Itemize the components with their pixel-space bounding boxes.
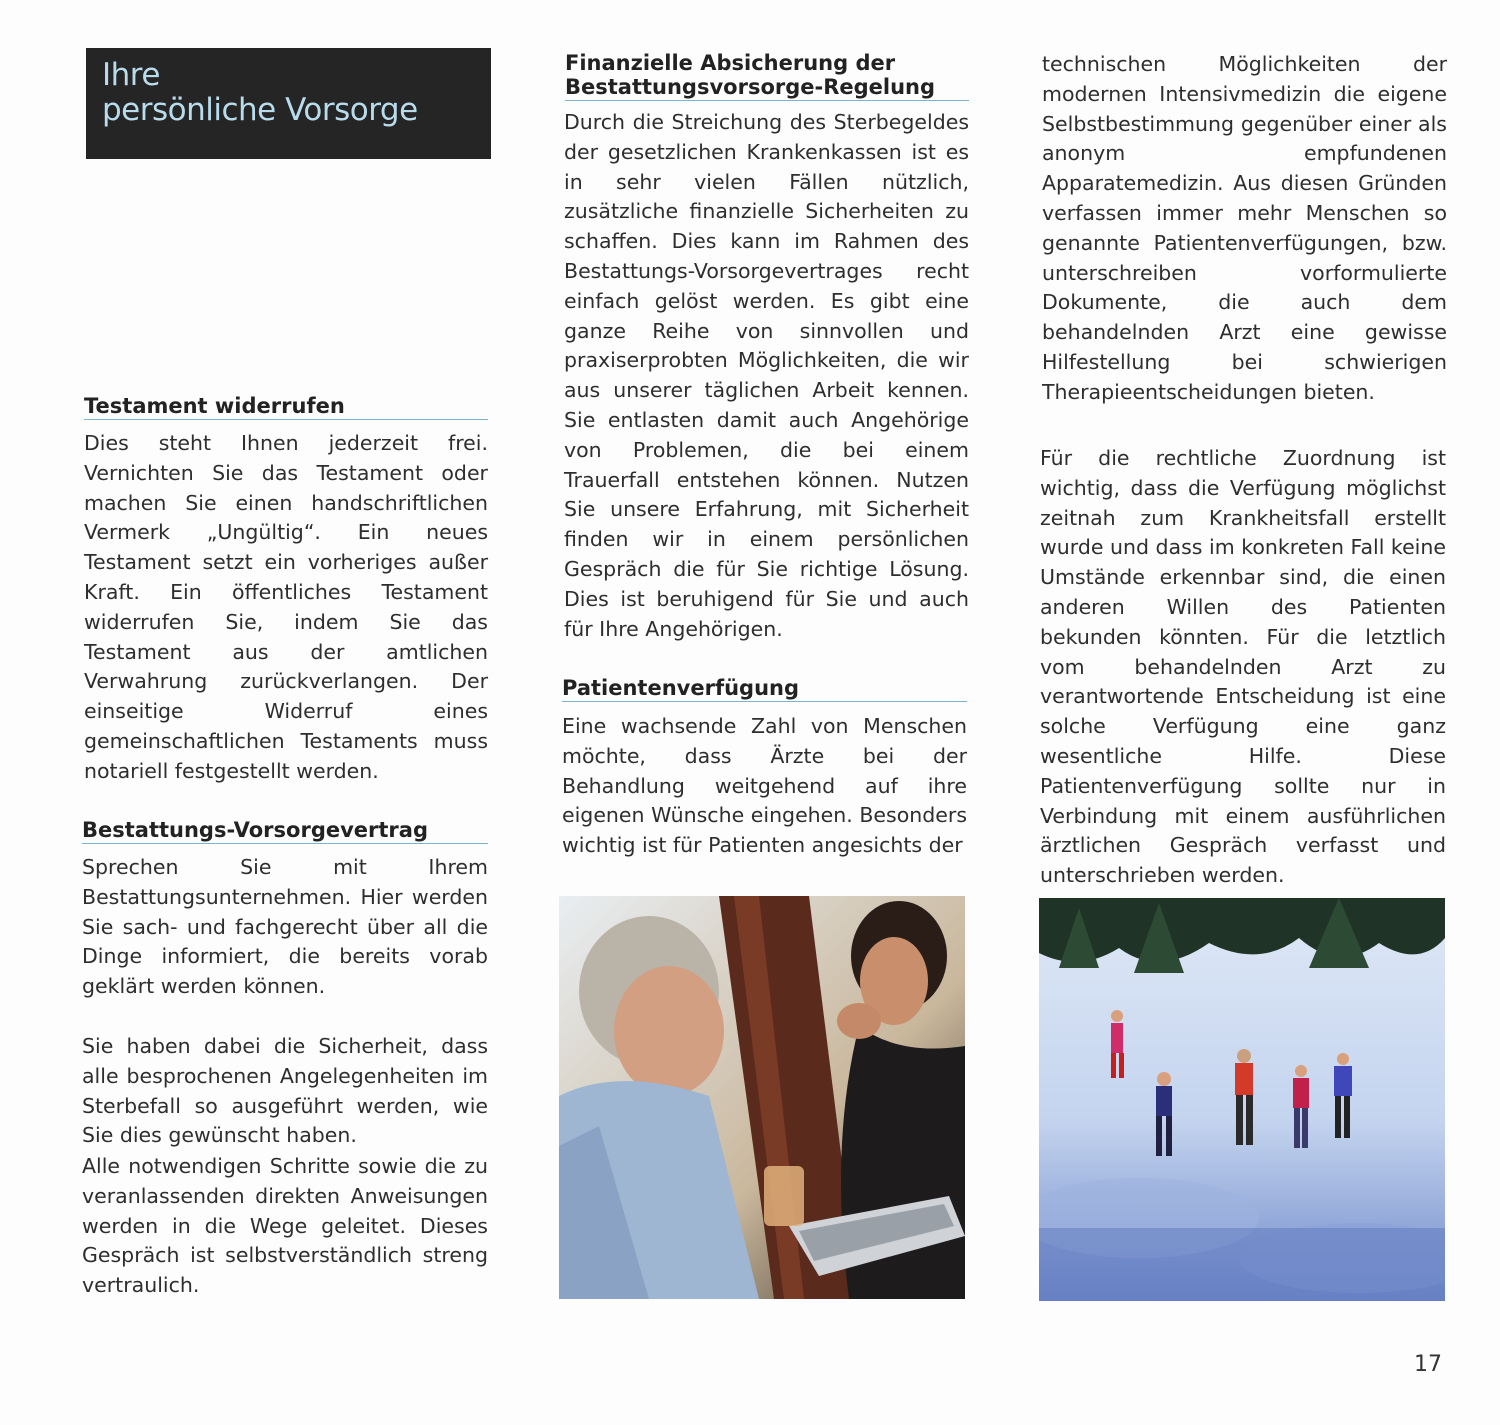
page-title-line-2: persönliche Vorsorge — [102, 92, 418, 128]
text-bestattung-2: Sie haben dabei die Sicherheit, dass alle besprochenen Angelegenheiten im Sterbefall so ausgeführt werden, wie Sie dies gewünscht haben. — [82, 1034, 488, 1148]
text-patientenverfuegung-1: Eine wachsende Zahl von Menschen möchte, dass Ärzte bei der Behandlung weitgehend auf ihre eigenen Wünsche eingehen. Besonders wichtig ist für Patienten angesichts der — [562, 714, 967, 858]
page-title-line-1: Ihre — [102, 57, 160, 93]
page-number: 17 — [1414, 1352, 1442, 1377]
text-testament-widerrufen: Dies steht Ihnen jederzeit frei. Vernichten Sie das Testament oder machen Sie einen handschriftlichen Vermerk „Ungültig“. Ein neues Testament setzt ein vorheriges außer Kraft. Ein öffentliches Testament widerrufen Sie, indem Sie das Testament aus der amtlichen Verwahrung zurückverlangen. Der einseitige Widerruf eines gemeinschaftlichen Testaments muss notariell festgestellt werden. — [84, 431, 488, 783]
text-finanzielle-absicherung: Durch die Streichung des Sterbegeldes der gesetzlichen Krankenkassen ist es in sehr vielen Fällen nützlich, zusätzliche finanzielle Sicherheiten zu schaffen. Dies kann im Rahmen des Bestattungs-Vorsorgevertrages recht einfach gelöst werden. Es gibt eine ganze Reihe von sinnvollen und praxiserprobten Möglichkeiten, die wir aus unserer täglichen Arbeit kennen. Sie entlasten damit auch Angehörige von Problemen, die bei einem Trauerfall entstehen können. Nutzen Sie unsere Erfahrung, mit Sicherheit finden wir in einem persönlichen Gespräch die für Sie richtige Lösung. Dies ist beruhigend für Sie und auch für Ihre Angehörigen. — [564, 110, 969, 641]
heading-finanzielle-absicherung: Finanzielle Absicherung der Bestattungsvorsorge-Regelung — [565, 51, 969, 101]
heading-patientenverfuegung: Patientenverfügung — [562, 676, 967, 702]
text-bestattung-1: Sprechen Sie mit Ihrem Bestattungsunternehmen. Hier werden Sie sach- und fachgerecht über all die Dinge informiert, die bereits vorab geklärt werden können. — [82, 855, 488, 999]
heading-testament-widerrufen: Testament widerrufen — [84, 394, 488, 420]
text-patientenverfuegung-2: technischen Möglichkeiten der modernen Intensivmedizin die eigene Selbstbestimmung gegenüber einer als anonym empfundenen Apparatemedizin. Aus diesen Gründen verfassen immer mehr Menschen so genannte Patientenverfügungen, bzw. unterschreiben vorformulierte Dokumente, die auch dem behandelnden Arzt eine gewisse Hilfestellung bei schwierigen Therapieentscheidungen bieten. — [1042, 52, 1447, 404]
text-bestattung-3: Alle notwendigen Schritte sowie die zu veranlassenden direkten Anweisungen werden in die Wege geleitet. Dieses Gespräch ist selbstverständlich streng vertraulich. — [82, 1154, 488, 1298]
text-patientenverfuegung-3: Für die rechtliche Zuordnung ist wichtig, dass die Verfügung möglichst zeitnah zum Krankheitsfall erstellt wurde und dass im konkreten Fall keine Umstände erkennbar sind, die einen anderen Willen des Patienten bekunden könnten. Für die letztlich vom behandelnden Arzt zu verantwortende Entscheidung ist eine solche Verfügung eine ganz wesentliche Hilfe. Diese Patientenverfügung sollte nur in Verbindung mit einem ausführlichen ärztlichen Gespräch verfasst und unterschrieben werden. — [1040, 446, 1446, 888]
photo-skiers — [1039, 898, 1445, 1301]
photo-consultation — [559, 896, 965, 1299]
page-title-box — [86, 48, 491, 159]
heading-bestattungs-vorsorgevertrag: Bestattungs-Vorsorgevertrag — [82, 818, 488, 844]
